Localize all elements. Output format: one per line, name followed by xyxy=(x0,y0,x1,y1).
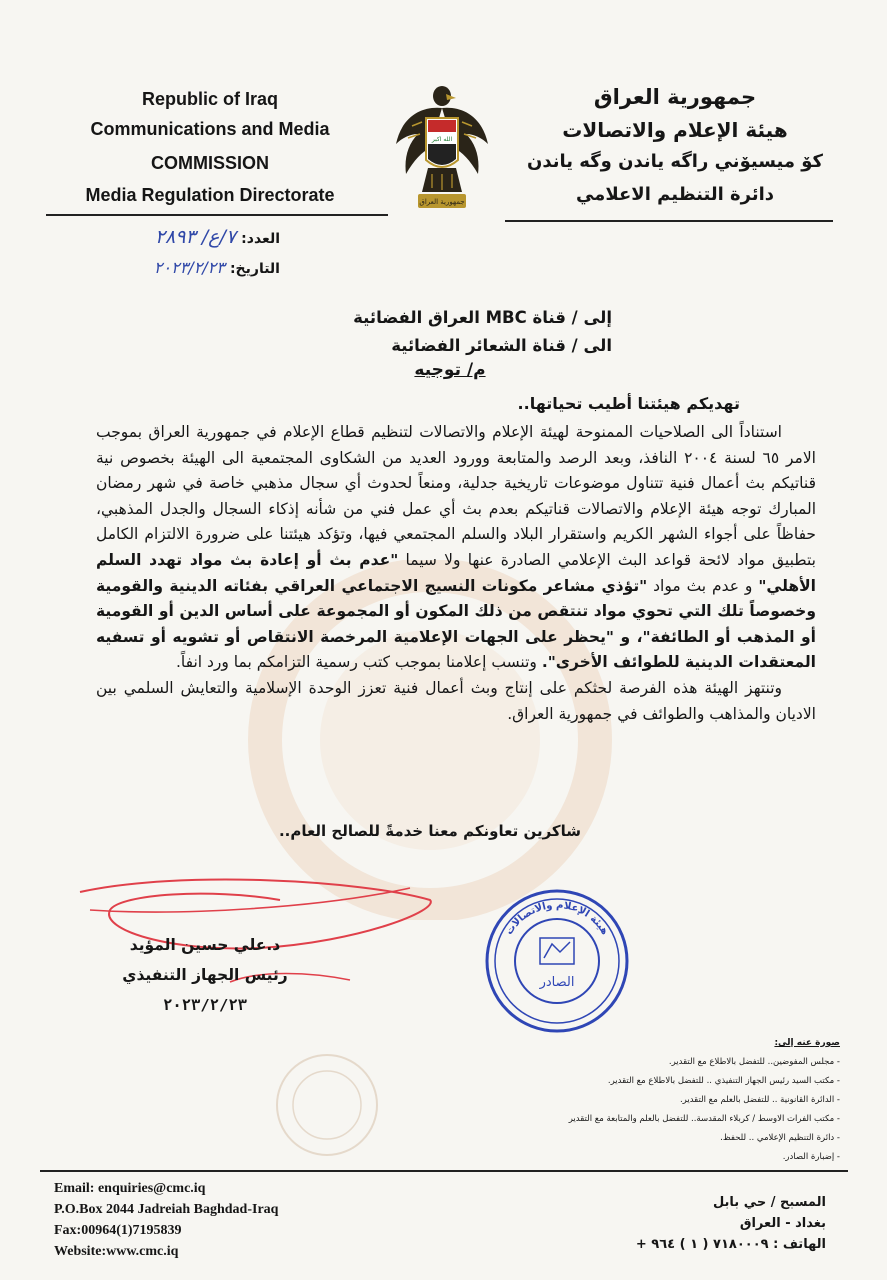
recipients xyxy=(250,304,612,360)
cc-item: - دائرة التنظيم الإعلامي .. للحفظ. xyxy=(720,1133,840,1143)
reference-date-label: التاريخ: xyxy=(229,261,280,277)
svg-text:الله اكبر: الله اكبر xyxy=(431,136,453,143)
cc-list xyxy=(490,1034,840,1167)
cc-item: - مكتب الفرات الاوسط / كربلاء المقدسة.. للتفضل بالعلم والمتابعة مع التقدير xyxy=(568,1114,840,1124)
header-english xyxy=(50,84,370,210)
footer-contact-english xyxy=(54,1178,374,1262)
cc-item: - الدائرة القانونية .. للتفضل بالعلم مع التقدير. xyxy=(679,1095,840,1105)
header-rule-left xyxy=(46,214,388,216)
footer-address-2: بغداد - العراق xyxy=(739,1216,826,1231)
paragraph-1-text: استناداً الى الصلاحيات الممنوحة لهيئة الإعلام والاتصالات لتنظيم قطاع الإعلام في جمهورية العراق بموجب الامر ٦٥ لسنة ٢٠٠٤ النافذ، وبعد الرصد والمتابعة وورود العديد من الشكاوى المجتمعية الى الهيئة بخصوص نية قناتيكم بث أعمال فنية تتناول موضوعات تاريخية جدلية، ومنعاً لحدوث أي سجال مذهبي خاصة في شهر رمضان المبارك توجه هيئة الإعلام والاتصالات قناتيكم بعدم بث أي عمل فني من شأنه إذكاء السجال والجدل المذهبي، حفاظاً على أجواء الشهر الكريم واستقرار البلاد والسلم المجتمعي فيها، وتؤكد هيئتنا على ضرورة الالتزام الكامل بتطبيق مواد لائحة قواعد البث الإعلامي الصادرة عنها ولا سيما xyxy=(96,423,816,569)
official-stamp xyxy=(482,886,632,1036)
paragraph-2: وتنتهز الهيئة هذه الفرصة لحثكم على إنتاج وبث أعمال فنية تعزز الوحدة الإسلامية والتعايش السلمي بين الاديان والمذاهب والطوائف في جمهورية العراق. xyxy=(96,678,816,723)
header-ar-line-2: هيئة الإعلام والاتصالات xyxy=(562,118,788,142)
cc-item: - مجلس المفوضين.. للتفضل بالاطلاع مع التقدير. xyxy=(668,1057,840,1067)
faint-seal-icon xyxy=(272,1050,382,1160)
signatory xyxy=(120,930,290,1020)
signatory-date: ٢٠٢٣/٢/٢٣ xyxy=(163,996,247,1014)
recipient-1: إلى / قناة MBC العراق الفضائية xyxy=(353,308,612,327)
footer-phone: الهاتف : ٧١٨٠٠٠٩ ( ١ ) ٩٦٤ + xyxy=(635,1237,826,1252)
reference-block xyxy=(100,226,280,286)
emblem-plaque-text: جمهورية العراق xyxy=(419,198,465,206)
recipient-2: الى / قناة الشعائر الفضائية xyxy=(391,336,612,355)
footer-rule xyxy=(40,1170,848,1172)
reference-date-value: ٢٠٢٣/٢/٢٣ xyxy=(153,258,225,277)
footer-fax: Fax:00964(1)7195839 xyxy=(54,1223,182,1238)
paragraph-1-mid: و عدم بث مواد xyxy=(647,576,759,595)
paragraph-1-quote-2: "تؤذي مشاعر مكونات النسيج الاجتماعي العراقي بفئاته الدينية والقومية وخصوصاً تلك التي تحوي مواد تنتقص من ذلك المكون أو المجموعة على أساس الدين أو القومية أو المذهب أو الطائفة"، و "يحظر على الجهات الإعلامية المرخصة الانتقاص أو تشويه أو تسفيه المعتقدات الدينية للطوائف الأخرى". xyxy=(96,576,816,672)
subject xyxy=(380,360,520,380)
paragraph-1 xyxy=(96,420,816,676)
cc-item: - إضبارة الصادر. xyxy=(782,1152,840,1162)
header-ar-line-1: جمهورية العراق xyxy=(593,85,757,109)
header-en-line-2: Communications and Media xyxy=(90,119,330,139)
cc-item: - مكتب السيد رئيس الجهاز التنفيذي .. للتفضل بالاطلاع مع التقدير. xyxy=(607,1076,840,1086)
header-en-line-3: COMMISSION xyxy=(150,153,269,173)
header-ar-line-4: دائرة التنظيم الاعلامي xyxy=(575,184,775,205)
signatory-name: د.علي حسين المؤيد xyxy=(129,936,281,954)
iraq-emblem-icon xyxy=(392,82,492,217)
cc-heading: صورة عنه إلى: xyxy=(774,1038,840,1048)
stamp-ring-text: هيئة الإعلام والاتصالات xyxy=(503,899,611,937)
footer-email: Email: enquiries@cmc.iq xyxy=(54,1181,206,1196)
reference-number-value: ٧/ع/ ٢٨٩٣ xyxy=(154,226,237,248)
footer-address-1: المسبح / حي بابل xyxy=(712,1195,826,1210)
paragraph-1-quote-1: "عدم بث أو إعادة بث مواد تهدد السلم الأهلي" xyxy=(96,550,816,595)
footer-contact-arabic xyxy=(600,1192,826,1255)
subject-text: م/ توجيه xyxy=(414,360,486,380)
header-en-line-4: Media Regulation Directorate xyxy=(85,185,335,205)
header-rule-right xyxy=(505,220,833,222)
footer-website: Website:www.cmc.iq xyxy=(54,1244,179,1259)
header-arabic xyxy=(510,80,840,212)
header-ar-line-3: كۆ ميسيۆني راگه ياندن وگه ياندن xyxy=(526,151,824,172)
closing: شاكرين تعاونكم معنا خدمةً للصالح العام.. xyxy=(278,822,582,840)
greeting: تهديكم هيئتنا أطيب تحياتها.. xyxy=(517,394,740,413)
letter-body xyxy=(96,420,816,727)
header-en-line-1: Republic of Iraq xyxy=(141,89,278,109)
footer-po-box: P.O.Box 2044 Jadreiah Baghdad-Iraq xyxy=(54,1202,279,1217)
stamp-center-text: الصادر xyxy=(539,975,575,990)
reference-number-label: العدد: xyxy=(241,231,280,247)
paragraph-1-end: وتنسب إعلامنا بموجب كتب رسمية التزامكم بما ورد انفاً. xyxy=(175,653,542,672)
signatory-title: رئيس الجهاز التنفيذي xyxy=(122,966,288,984)
